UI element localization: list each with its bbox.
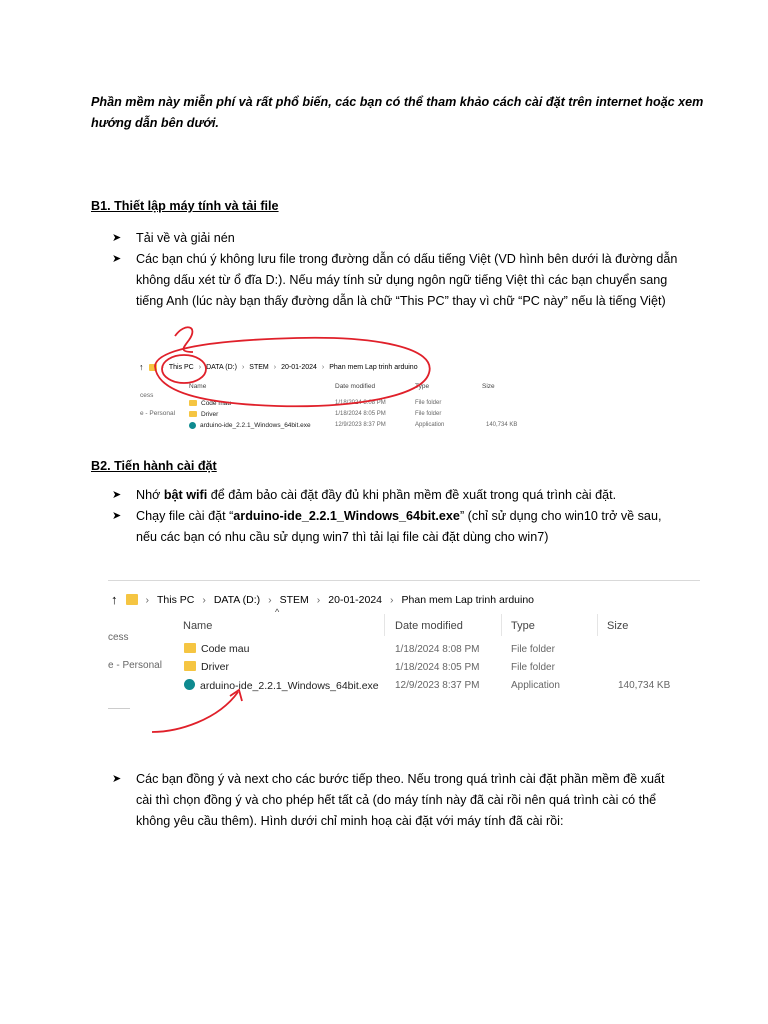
arrow-bullet-icon: ➤ [112,510,122,522]
red-annotation-circles [137,318,557,448]
explorer-screenshot-large [108,580,700,742]
file-date: 12/9/2023 8:37 PM [335,422,386,428]
column-header: Date modified [335,383,376,390]
section1-heading: B1. Thiết lập máy tính và tải file [91,199,279,213]
breadcrumb: Phan mem Lap trinh arduino [401,593,535,606]
address-bar: ↑ › This PC › DATA (D:) › STEM › 20-01-2024 › Phan mem Lap trinh arduino [139,362,418,372]
nav-pane-item: e - Personal [140,410,176,417]
path-circle-annotation [155,338,430,406]
file-date: 1/18/2024 8:05 PM [395,662,480,673]
file-date: 1/18/2024 8:05 PM [335,411,386,417]
breadcrumb: DATA (D:) [206,363,237,371]
address-bar: ↑ › This PC › DATA (D:) › STEM › 20-01-2024 › Phan mem Lap trinh arduino [111,592,535,607]
column-header: Size [482,383,495,390]
file-row: arduino-ide_2.2.1_Windows_64bit.exe [189,422,311,429]
nav-pane-item: e - Personal [108,660,162,671]
file-row: arduino-ide_2.2.1_Windows_64bit.exe [184,679,379,692]
column-header: Type [415,383,430,390]
column-header: Name [189,383,207,390]
column-header: Date modified [395,620,463,632]
arrow-bullet-icon: ➤ [112,232,122,244]
file-row: Code mau [189,400,231,407]
file-type: File folder [415,411,442,417]
breadcrumb: 20-01-2024 [281,363,317,371]
file-size: 140,734 KB [618,680,671,691]
file-type: File folder [511,644,555,655]
file-date: 1/18/2024 8:08 PM [335,400,386,406]
breadcrumb: DATA (D:) [213,593,261,606]
list-item: ➤ Chạy file cài đặt “arduino-ide_2.2.1_Windows_64bit.exe” (chỉ sử dụng cho win10 trở về sau, nếu các bạn có nhu cầu sử dụng win7 thì tải lại file cài đặt dùng cho win7) [112,506,682,548]
breadcrumb: STEM [279,593,309,606]
column-header: Size [607,620,629,632]
sort-up-icon: ^ [275,607,280,617]
file-type: File folder [511,662,555,673]
list-item: ➤ Các bạn đồng ý và next cho các bước tiếp theo. Nếu trong quá trình cài đặt phần mềm đề xuất cài thì chọn đồng ý và cho phép hết tất cả (do máy tính này đã cài rồi nên quá trình cài có thể không yêu cầu thêm). Hình dưới chỉ minh hoạ cài đặt với máy tính đã cài rồi: [112,769,682,832]
breadcrumb: This PC [168,363,194,371]
this-pc-circle-annotation [162,355,206,383]
red-arrow-annotation [108,580,700,742]
arrow-bullet-icon: ➤ [112,773,122,785]
file-date: 1/18/2024 8:08 PM [395,644,480,655]
intro-paragraph: Phần mềm này miễn phí và rất phổ biến, các bạn có thể tham khảo cách cài đặt trên internet hoặc xem hướng dẫn bên dưới. [91,95,704,130]
file-type: Application [511,680,560,691]
list-item: ➤ Tải về và giải nén [112,228,682,249]
breadcrumb: This PC [157,593,195,606]
column-header: Type [511,620,535,632]
file-row: Code mau [184,643,249,655]
breadcrumb: 20-01-2024 [328,593,383,606]
up-arrow-icon: ↑ [111,592,118,607]
up-arrow-icon: ↑ [139,362,144,372]
arrow-bullet-icon: ➤ [112,489,122,501]
file-type: Application [415,422,445,428]
list-item: ➤ Các bạn chú ý không lưu file trong đường dẫn có dấu tiếng Việt (VD hình bên dưới là đường dẫn không dấu xét từ ổ đĩa D:). Nếu máy tính sử dụng ngôn ngữ tiếng Việt thì các bạn chuyển sang tiếng Anh (lúc này bạn thấy đường dẫn là chữ “This PC” thay vì chữ “PC này” nếu là tiếng Việt) [112,249,682,312]
nav-pane-item: cess [108,632,129,643]
breadcrumb: STEM [249,363,269,371]
file-row: Driver [184,661,229,673]
section2-heading: B2. Tiến hành cài đặt [91,459,217,473]
file-size: 140,734 KB [486,422,518,428]
file-type: File folder [415,400,442,406]
file-date: 12/9/2023 8:37 PM [395,680,480,691]
explorer-screenshot-small [137,318,557,448]
list-item: ➤ Nhớ bật wifi để đảm bảo cài đặt đầy đủ khi phần mềm đề xuất trong quá trình cài đặt. [112,485,682,506]
column-header: Name [183,620,213,632]
nav-pane-item: cess [140,392,154,399]
breadcrumb: Phan mem Lap trinh arduino [329,363,418,371]
arrow-bullet-icon: ➤ [112,253,122,265]
file-row: Driver [189,411,218,418]
